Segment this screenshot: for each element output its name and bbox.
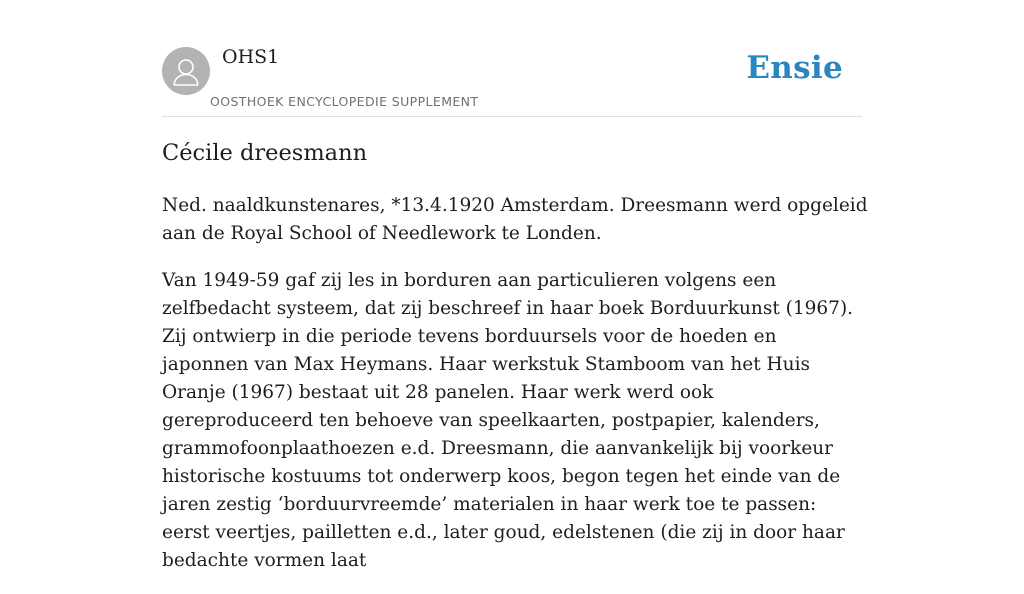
paragraph: Ned. naaldkunstenares, *13.4.1920 Amsterdam. Dreesmann werd opgeleid aan de Royal School of Needlework te Londen. bbox=[162, 195, 868, 244]
header bbox=[162, 0, 862, 117]
paragraph: Van 1949-59 gaf zij les in borduren aan particulieren volgens een zelfbedacht systeem, dat zij beschreef in haar boek Borduurkunst (1967). Zij ontwierp in die periode tevens borduursels voor de hoeden en japonnen van Max Heymans. Haar werkstuk Stamboom van het Huis Oranje (1967) bestaat uit 28 panelen. Haar werk werd ook gereproduceerd ten behoeve van speelkaarten, postpapier, kalenders, grammofoonplaathoezen e.d. Dreesmann, die aanvankelijk bij voorkeur historische kostuums tot onderwerp koos, begon tegen het einde van de jaren zestig ‘borduurvreemde’ materialen in haar werk toe te passen: eerst veertjes, pailletten e.d., later goud, edelstenen (die zij in door haar bedachte vormen laat bbox=[162, 270, 854, 571]
article-body bbox=[162, 192, 868, 594]
author-name[interactable]: OHS1 bbox=[222, 46, 280, 68]
source-label[interactable]: OOSTHOEK ENCYCLOPEDIE SUPPLEMENT bbox=[210, 94, 479, 109]
brand-logo[interactable]: Ensie bbox=[746, 50, 843, 86]
user-avatar-icon[interactable] bbox=[162, 47, 210, 95]
page-title: Cécile dreesmann bbox=[162, 140, 368, 166]
